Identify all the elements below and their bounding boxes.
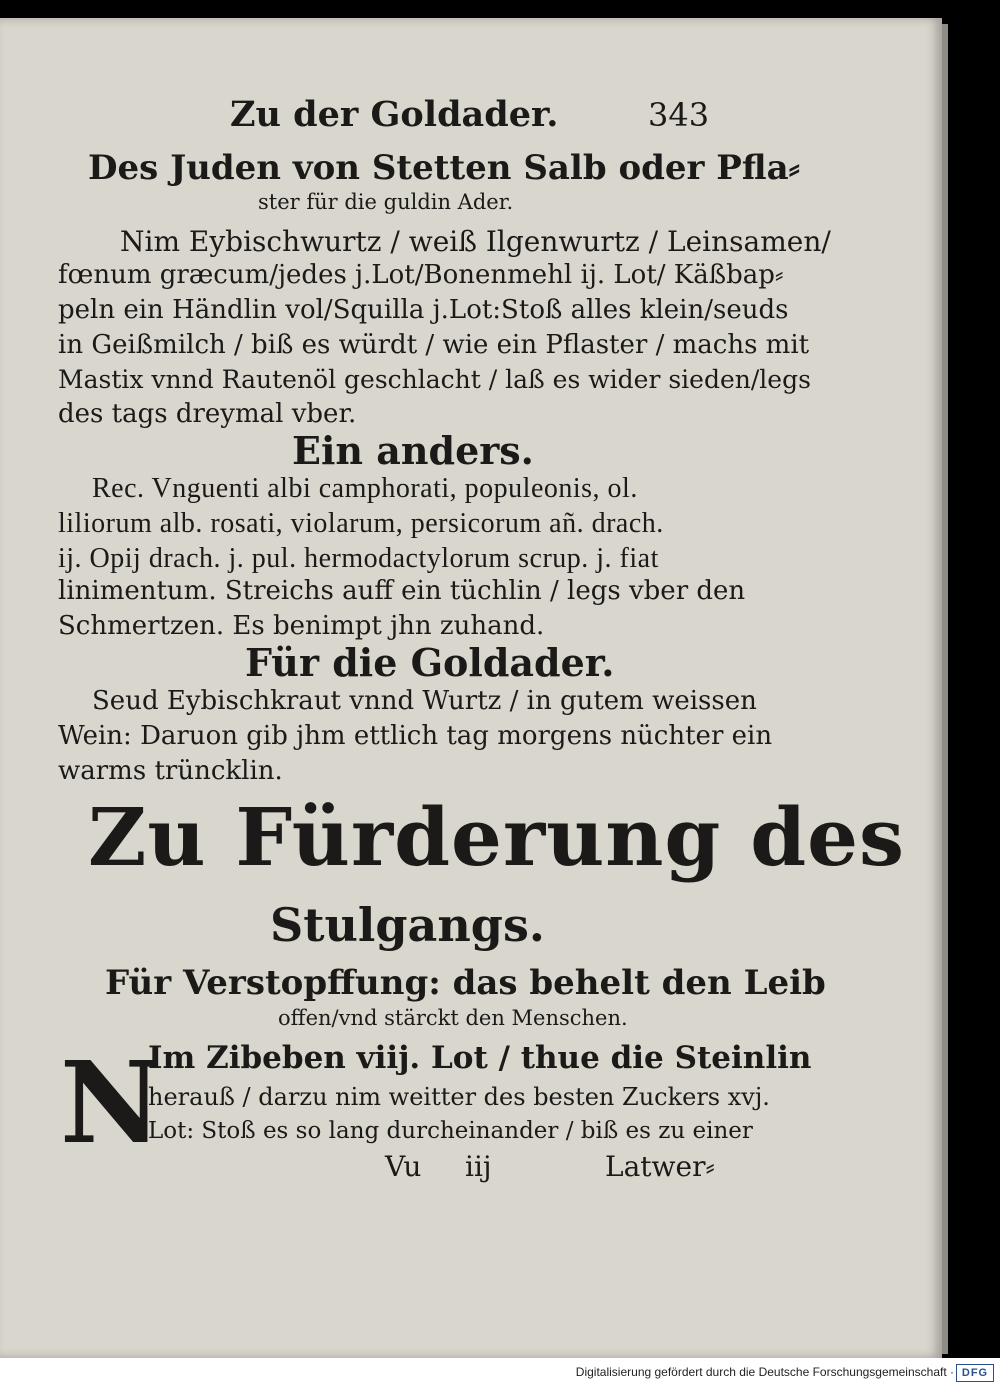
page-edge-shadow bbox=[942, 24, 948, 1354]
recipe1-line: Mastix vnnd Rautenöl geschlacht / laß es wider sieden/legs bbox=[58, 365, 811, 394]
footer-credit: Digitalisierung gefördert durch die Deutsche Forschungsgemeinschaft · bbox=[575, 1365, 954, 1379]
recipe1-line: peln ein Händlin vol/Squilla j.Lot:Stoß alles klein/seuds bbox=[58, 295, 789, 325]
section-subtitle: Stulgangs. bbox=[270, 898, 545, 952]
recipe4-title: Für Verstopffung: das behelt den Leib bbox=[105, 963, 826, 1003]
recipe1-line: Nim Eybischwurtz / weiß Ilgenwurtz / Leinsamen/ bbox=[120, 225, 831, 258]
recipe2-line: Schmertzen. Es benimpt jhn zuhand. bbox=[58, 611, 545, 641]
section-title: Zu Fürderung des bbox=[88, 790, 906, 884]
page-number: 343 bbox=[648, 96, 710, 134]
recipe2-line: Rec. Vnguenti albi camphorati, populeonis, ol. bbox=[92, 473, 638, 504]
book-page bbox=[0, 18, 942, 1358]
recipe2-line: linimentum. Streichs auff ein tüchlin / legs vber den bbox=[58, 576, 746, 606]
recipe1-subtitle: ster für die guldin Ader. bbox=[258, 190, 514, 214]
recipe3-line: Seud Eybischkraut vnnd Wurtz / in gutem weissen bbox=[92, 686, 757, 716]
recipe4-line: Im Zibeben viij. Lot / thue die Steinlin bbox=[148, 1040, 812, 1076]
recipe2-line: ij. Opij drach. j. pul. hermodactylorum scrup. j. fiat bbox=[58, 543, 659, 574]
recipe1-line: des tags dreymal vber. bbox=[58, 399, 357, 429]
signature-number: iij bbox=[465, 1150, 492, 1183]
recipe4-line: herauß / darzu nim weitter des besten Zuckers xvj. bbox=[148, 1083, 770, 1111]
recipe2-line: liliorum alb. rosati, violarum, persicorum añ. drach. bbox=[58, 508, 664, 539]
running-head: Zu der Goldader. bbox=[230, 94, 559, 135]
dfg-logo: DFG bbox=[956, 1364, 994, 1382]
signature-mark: Vu bbox=[385, 1150, 422, 1183]
recipe1-line: fœnum græcum/jedes j.Lot/Bonenmehl ij. Lot/ Käßbap⸗ bbox=[58, 260, 784, 290]
recipe3-line: Wein: Daruon gib jhm ettlich tag morgens nüchter ein bbox=[58, 721, 773, 751]
footer-bar bbox=[0, 1358, 1000, 1387]
recipe1-line: in Geißmilch / biß es würdt / wie ein Pflaster / machs mit bbox=[58, 330, 810, 360]
recipe3-line: warms trüncklin. bbox=[58, 756, 283, 786]
recipe3-title: Für die Goldader. bbox=[245, 640, 615, 685]
recipe1-title: Des Juden von Stetten Salb oder Pfla⸗ bbox=[88, 148, 800, 188]
recipe2-title: Ein anders. bbox=[292, 428, 534, 473]
recipe4-subtitle: offen/vnd stärckt den Menschen. bbox=[278, 1006, 628, 1030]
decorated-initial: N bbox=[60, 1038, 163, 1169]
recipe4-line: Lot: Stoß es so lang durcheinander / biß es zu einer bbox=[148, 1118, 753, 1144]
catchword: Latwer⸗ bbox=[605, 1150, 715, 1183]
